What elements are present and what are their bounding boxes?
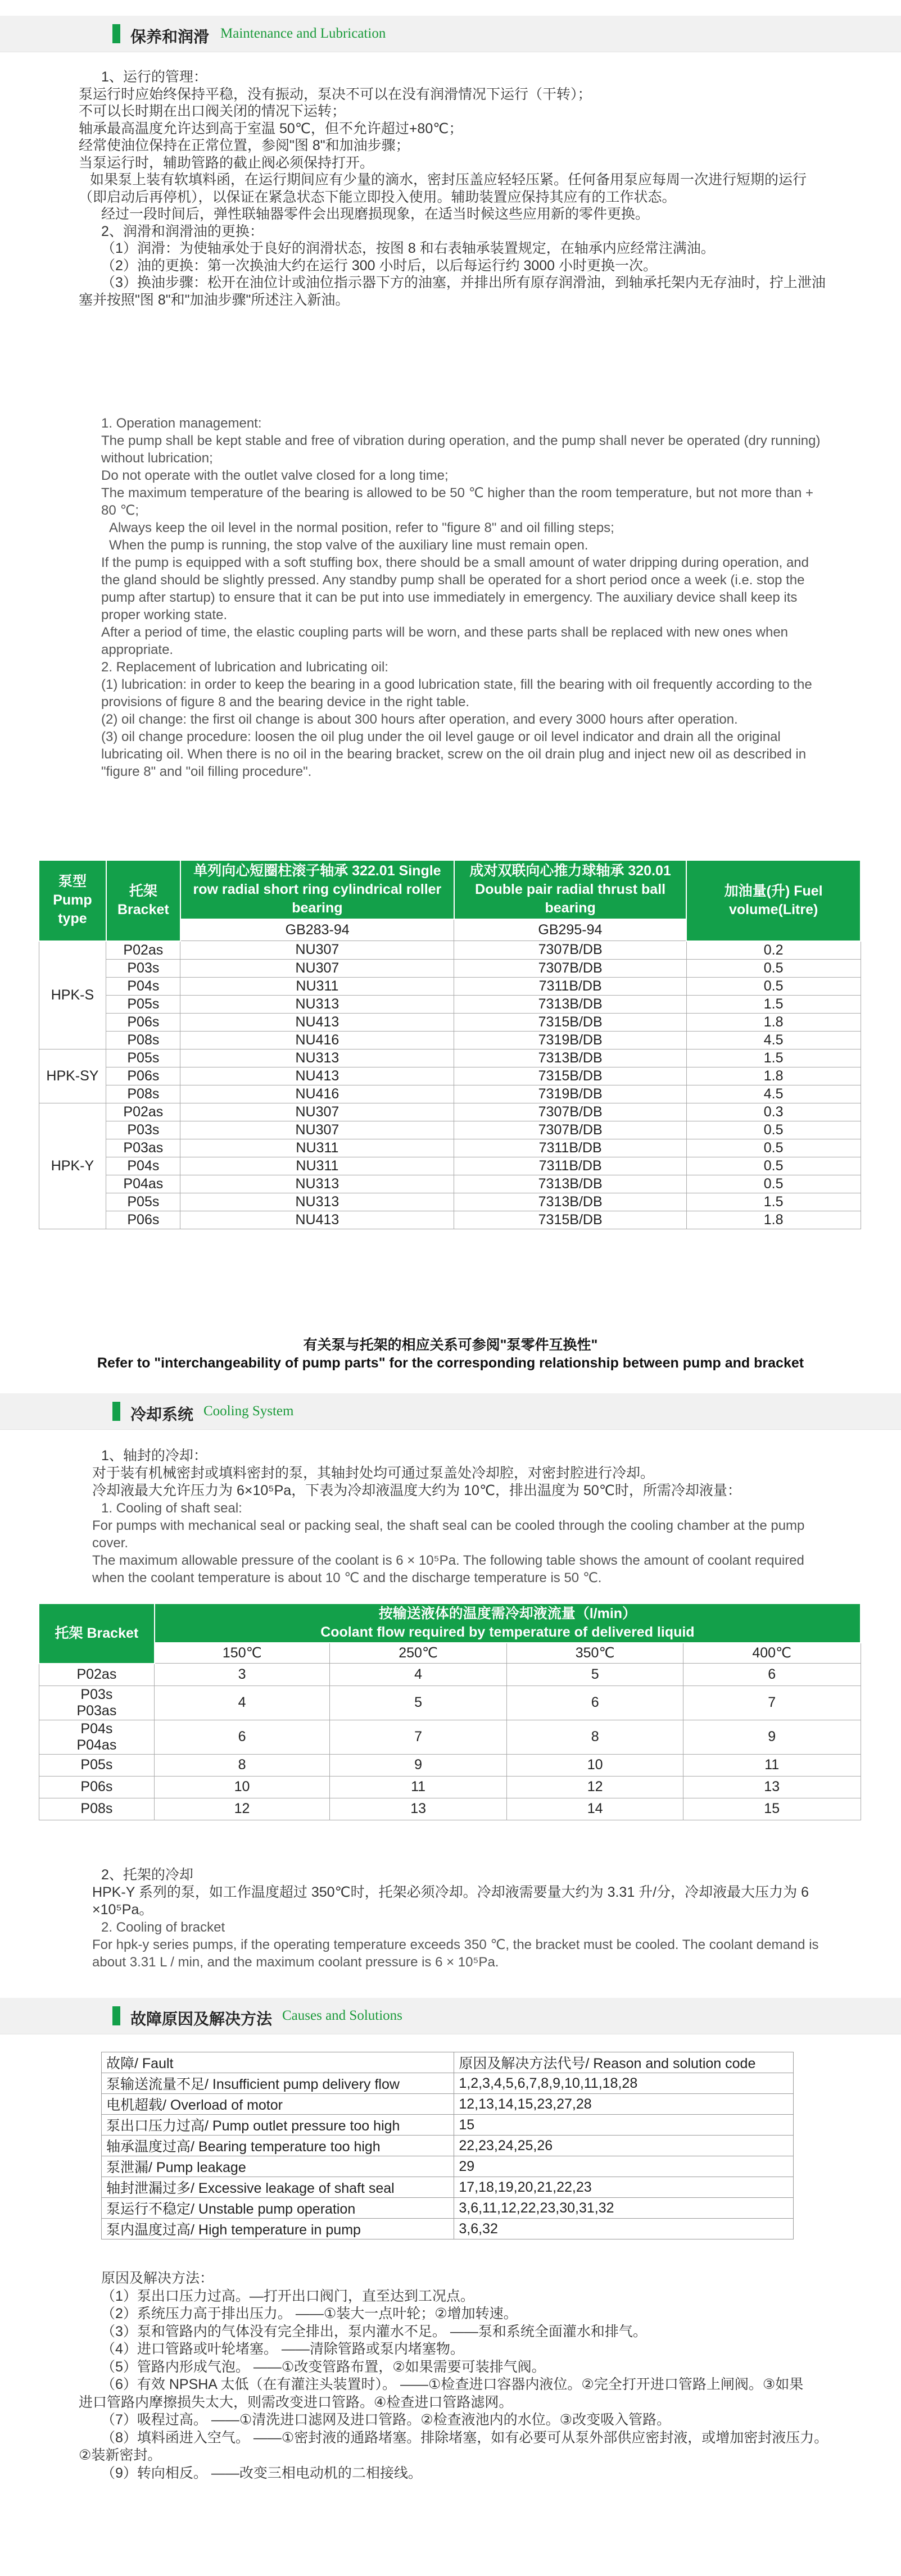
text-line: Do not operate with the outlet valve closed for a long time; [101, 468, 449, 483]
bracket-cell: P06s [106, 1013, 180, 1031]
oil-volume-cell: 0.5 [686, 959, 861, 977]
text-line: 1. Operation management: [101, 416, 262, 431]
section-header-cooling [0, 1393, 901, 1430]
col-header-roller: 单列向心短圈柱滚子轴承 322.01 Single row radial short ring cylindrical roller bearing [180, 860, 454, 919]
section-marker [112, 1402, 120, 1421]
code-cell: 17,18,19,20,21,22,23 [454, 2177, 794, 2198]
text-line: 经过一段时间后，弹性联轴器零件会出现磨损现象，在适当时候这些应用新的零件更换。 [101, 206, 650, 222]
fault-cell: 泵输送流量不足/ Insufficient pump delivery flow [102, 2073, 454, 2094]
table-row [39, 1685, 861, 1720]
section-title-cn: 故障原因及解决方法 [130, 2010, 273, 2028]
flow-value-cell: 9 [329, 1754, 507, 1776]
text-line: The maximum allowable pressure of the coolant is 6 × 10⁵Pa. The following table shows the amount of coolant required when the coolant temperature is about 10 ℃ and the discharge temperature is 50 ℃. [92, 1553, 804, 1585]
ball-bearing-cell: 7311B/DB [454, 977, 686, 995]
code-cell: 3,6,11,12,22,23,30,31,32 [454, 2198, 794, 2219]
maintenance-en-text [79, 415, 826, 780]
flow-value-cell: 8 [507, 1720, 683, 1754]
code-cell: 12,13,14,15,23,27,28 [454, 2094, 794, 2115]
section-title-cn: 冷却系统 [130, 1406, 194, 1423]
text-line: 对于装有机械密封或填料密封的泵，其轴封处均可通过泵盖处冷却腔，对密封腔进行冷却。 [92, 1465, 655, 1481]
bracket-cell: P06s [106, 1211, 180, 1229]
ball-bearing-cell: 7311B/DB [454, 1139, 686, 1157]
flow-value-cell: 4 [329, 1664, 507, 1686]
fault-col-header: 故障/ Fault [102, 2052, 454, 2073]
roller-bearing-cell: NU416 [180, 1031, 454, 1049]
table-row [102, 2198, 794, 2219]
text-line: 轴承最高温度允许达到高于室温 50℃，但不允许超过+80℃； [79, 120, 463, 137]
table-header-row [102, 2052, 794, 2073]
bracket-cell [39, 1664, 155, 1686]
col-header-pump-type: 泵型 Pump type [39, 860, 106, 941]
bracket-cell: P03as [106, 1139, 180, 1157]
oil-volume-cell: 1.8 [686, 1013, 861, 1031]
text-line: （3）换油步骤：松开在油位计或油位指示器下方的油塞，并排出所有原存润滑油，到轴承托架内无存油时，拧上泄油 [101, 275, 826, 290]
text-line: （3）泵和管路内的气体没有完全排出，泵内灌水不足。 ——泵和系统全面灌水和排气。 [101, 2323, 647, 2339]
text-line: （7）吸程过高。 ——①清洗进口滤网及进口管路。②检查液池内的水位。③改变吸入管路。 [101, 2412, 671, 2428]
table-row [39, 977, 861, 995]
oil-volume-cell: 1.8 [686, 1067, 861, 1085]
oil-volume-cell: 0.3 [686, 1103, 861, 1121]
bracket-label: P02as [76, 1666, 117, 1682]
text-line: ×10⁵Pa。 [92, 1902, 153, 1918]
flow-value-cell: 6 [507, 1685, 683, 1720]
flow-value-cell: 8 [155, 1754, 330, 1776]
oil-volume-cell: 1.5 [686, 1193, 861, 1211]
flow-value-cell: 6 [155, 1720, 330, 1754]
text-line: （8）填料函进入空气。 ——①密封液的通路堵塞。排除堵塞，如有必要可从泵外部供应密封液，或增加密封液压力。 [101, 2429, 828, 2446]
roller-bearing-cell: NU307 [180, 959, 454, 977]
ball-bearing-cell: 7315B/DB [454, 1067, 686, 1085]
flow-value-cell: 9 [683, 1720, 861, 1754]
table-row [39, 1139, 861, 1157]
text-line: Always keep the oil level in the normal position, refer to "figure 8" and oil filling steps; [109, 520, 614, 535]
bracket-label: P08s [80, 1801, 113, 1816]
temperature-header: 400℃ [683, 1643, 861, 1664]
text-line: (1) lubrication: in order to keep the bearing in a good lubrication state, fill the bearing with oil frequently according to the provisions of figure 8 and the bearing device in the right table. [101, 677, 812, 710]
fault-cell: 泵泄漏/ Pump leakage [102, 2156, 454, 2177]
ball-bearing-cell: 7307B/DB [454, 1121, 686, 1139]
ball-bearing-cell: 7313B/DB [454, 1193, 686, 1211]
flow-value-cell: 11 [683, 1754, 861, 1776]
oil-volume-cell: 1.5 [686, 1049, 861, 1067]
text-line: If the pump is equipped with a soft stuffing box, there should be a small amount of water dripping during operation, and the gland should be slightly pressed. Any standby pump shall be operated for a short period once a week (i.e. stop the pump after startup) to ensure that it can be put into use immediately in emergency. The auxiliary device shall keep its proper working state. [101, 555, 809, 623]
bracket-label: P05s [80, 1757, 113, 1773]
text-line: 塞并按照"图 8"和"加油步骤"所述注入新油。 [79, 292, 350, 308]
table-row [39, 1193, 861, 1211]
table-row [102, 2177, 794, 2198]
flow-value-cell: 10 [507, 1754, 683, 1776]
roller-bearing-cell: NU416 [180, 1085, 454, 1103]
text-line: For hpk-y series pumps, if the operating temperature exceeds 350 ℃, the bracket must be cooled. The coolant demand is about 3.31 L / min, and the maximum coolant pressure is 6 × 10⁵Pa. [92, 1937, 819, 1970]
table-row [39, 1067, 861, 1085]
temperature-header: 250℃ [329, 1643, 507, 1664]
table-row [39, 1031, 861, 1049]
flow-value-cell: 11 [329, 1776, 507, 1798]
bracket-cell: P02as [106, 1103, 180, 1121]
roller-bearing-cell: NU311 [180, 1139, 454, 1157]
flow-value-cell: 15 [683, 1798, 861, 1820]
text-line: After a period of time, the elastic coupling parts will be worn, and these parts shall be replaced with new ones when appropriate. [101, 625, 789, 657]
flow-head-en: Coolant flow required by temperature of delivered liquid [320, 1624, 695, 1640]
ball-bearing-cell: 7319B/DB [454, 1031, 686, 1049]
oil-volume-cell: 4.5 [686, 1031, 861, 1049]
oil-volume-cell: 0.5 [686, 977, 861, 995]
fault-cell: 泵内温度过高/ High temperature in pump [102, 2219, 454, 2239]
table-row [39, 1121, 861, 1139]
ball-bearing-cell: 7313B/DB [454, 1049, 686, 1067]
text-line: （2）油的更换：第一次换油大约在运行 300 小时后，以后每运行约 3000 小时更换一次。 [101, 257, 658, 274]
bearing-table-body [39, 941, 861, 1229]
text-line: （2）系统压力高于排出压力。 ——①装大一点叶轮；②增加转速。 [101, 2306, 518, 2321]
coolant-table-body [39, 1664, 861, 1820]
flow-head-cn: 按输送液体的温度需冷却液流量（l/min） [378, 1606, 637, 1621]
coolant-table [38, 1603, 861, 1820]
text-line: 经常使油位保持在正常位置，参阅"图 8"和加油步骤； [79, 138, 410, 153]
fault-col-header: 原因及解决方法代号/ Reason and solution code [454, 2052, 794, 2073]
roller-bearing-cell: NU413 [180, 1211, 454, 1229]
table-row [102, 2219, 794, 2239]
flow-value-cell: 13 [683, 1776, 861, 1798]
oil-volume-cell: 0.5 [686, 1175, 861, 1193]
col-header-oil: 加油量(升) Fuel volume(Litre) [686, 860, 861, 941]
table-row [39, 1664, 861, 1686]
bracket-cell: P05s [106, 1193, 180, 1211]
code-cell: 3,6,32 [454, 2219, 794, 2239]
text-line: 2、润滑和润滑油的更换： [101, 223, 264, 239]
fault-cell: 轴承温度过高/ Bearing temperature too high [102, 2136, 454, 2156]
text-line: The pump shall be kept stable and free of vibration during operation, and the pump shall never be operated (dry running) without lubrication; [101, 433, 821, 466]
bracket-label: P03as [76, 1702, 117, 1719]
text-line: （6）有效 NPSHA 太低（在有灌注头装置时）。 ——①检查进口容器内液位。②完全打开进口管路上闸阀。③如果 [101, 2377, 804, 2392]
roller-bearing-cell: NU311 [180, 977, 454, 995]
text-line: 如果泵上装有软填料函，在运行期间应有少量的滴水，密封压盖应轻轻压紧。任何备用泵应每周一次进行短期的运行 [90, 172, 807, 188]
text-line: 1. Cooling of shaft seal: [101, 1501, 242, 1516]
roller-bearing-cell: NU311 [180, 1157, 454, 1175]
table-row [39, 959, 861, 977]
flow-value-cell: 6 [683, 1664, 861, 1686]
flow-value-cell: 13 [329, 1798, 507, 1820]
maintenance-cn-text [79, 69, 826, 308]
roller-bearing-cell: NU413 [180, 1067, 454, 1085]
fault-cell: 轴封泄漏过多/ Excessive leakage of shaft seal [102, 2177, 454, 2198]
table-row [39, 1754, 861, 1776]
text-line: The maximum temperature of the bearing is allowed to be 50 ℃ higher than the room temperature, but not more than + 80 ℃; [101, 485, 813, 518]
table-row [39, 1175, 861, 1193]
ball-bearing-cell: 7315B/DB [454, 1013, 686, 1031]
text-line: 当泵运行时，辅助管路的截止阀必须保持打开。 [79, 155, 374, 171]
flow-value-cell: 10 [155, 1776, 330, 1798]
text-line: 冷却液最大允许压力为 6×10⁵Pa，下表为冷却液温度大约为 10℃，排出温度为 50℃时，所需冷却液量： [92, 1483, 741, 1498]
roller-bearing-cell: NU313 [180, 1193, 454, 1211]
section-marker [112, 24, 120, 43]
table-row [39, 1798, 861, 1820]
section-marker [112, 2006, 120, 2025]
bracket-cell: P03s [106, 959, 180, 977]
flow-value-cell: 7 [329, 1720, 507, 1754]
table-row [102, 2156, 794, 2177]
bracket-cell: P06s [106, 1067, 180, 1085]
solution-text [79, 2270, 826, 2482]
text-line: （1）润滑：为使轴承处于良好的润滑状态，按图 8 和右表轴承装置规定，在轴承内应经常注满油。 [101, 240, 715, 256]
bracket-cell [39, 1754, 155, 1776]
fault-cell: 泵运行不稳定/ Unstable pump operation [102, 2198, 454, 2219]
code-cell: 15 [454, 2115, 794, 2136]
text-line: 进口管路内摩擦损失太大，则需改变进口管路。④检查进口管路滤网。 [79, 2394, 513, 2410]
roller-bearing-cell: NU313 [180, 1175, 454, 1193]
table-row [102, 2094, 794, 2115]
roller-standard: GB283-94 [180, 919, 454, 941]
bracket-cell [39, 1776, 155, 1798]
text-line: (3) oil change procedure: loosen the oil plug under the oil level gauge or oil level indicator and drain all the original lubricating oil. When there is no oil in the bearing bracket, screw on the oil drain plug and inject new oil as described in "figure 8" and "oil filling procedure". [101, 729, 807, 779]
text-line: 2. Replacement of lubrication and lubricating oil: [101, 660, 388, 675]
oil-volume-cell: 0.5 [686, 1139, 861, 1157]
oil-volume-cell: 0.5 [686, 1157, 861, 1175]
roller-bearing-cell: NU413 [180, 1013, 454, 1031]
flow-value-cell: 5 [507, 1664, 683, 1686]
bracket-cell: P04s [106, 1157, 180, 1175]
table-row [102, 2073, 794, 2094]
cooling-text-a [79, 1447, 826, 1587]
bracket-label: P03s [80, 1686, 113, 1702]
temperature-header: 150℃ [155, 1643, 330, 1664]
flow-value-cell: 12 [155, 1798, 330, 1820]
bearing-table [38, 860, 861, 1229]
bracket-cell: P05s [106, 1049, 180, 1067]
ball-bearing-cell: 7307B/DB [454, 941, 686, 960]
fault-table [101, 2052, 794, 2239]
table-row [39, 1085, 861, 1103]
table-row [39, 1720, 861, 1754]
text-line: 2. Cooling of bracket [101, 1920, 225, 1935]
code-cell: 1,2,3,4,5,6,7,8,9,10,11,18,28 [454, 2073, 794, 2094]
bracket-label: P06s [80, 1779, 113, 1794]
oil-volume-cell: 0.2 [686, 941, 861, 960]
flow-value-cell: 3 [155, 1664, 330, 1686]
fault-table-body [102, 2052, 794, 2239]
table-row [102, 2115, 794, 2136]
table-row [39, 1013, 861, 1031]
text-line: ②装新密封。 [79, 2447, 162, 2463]
table-row [39, 1157, 861, 1175]
table-row [39, 1103, 861, 1121]
flow-value-cell: 4 [155, 1685, 330, 1720]
text-line: 1、运行的管理： [101, 69, 207, 85]
table-row [102, 2136, 794, 2156]
bracket-cell: P08s [106, 1085, 180, 1103]
bearing-note-en: Refer to "interchangeability of pump parts" for the corresponding relationship between pump and bracket [97, 1355, 804, 1371]
text-line: （1）泵出口压力过高。—打开出口阀门，直至达到工况点。 [101, 2288, 474, 2304]
table-row [39, 1211, 861, 1229]
col-header-ball: 成对双联向心推力球轴承 320.01 Double pair radial thrust ball bearing [454, 860, 686, 919]
fault-cell: 泵出口压力过高/ Pump outlet pressure too high [102, 2115, 454, 2136]
code-cell: 22,23,24,25,26 [454, 2136, 794, 2156]
text-line: （4）进口管路或叶轮堵塞。 ——清除管路或泵内堵塞物。 [101, 2341, 464, 2357]
ball-bearing-cell: 7313B/DB [454, 1175, 686, 1193]
flow-value-cell: 5 [329, 1685, 507, 1720]
table-row [39, 1049, 861, 1067]
text-line: 不可以长时期在出口阀关闭的情况下运转； [79, 103, 346, 119]
table-row [39, 1776, 861, 1798]
bracket-cell: P04as [106, 1175, 180, 1193]
fault-cell: 电机超载/ Overload of motor [102, 2094, 454, 2115]
bracket-cell: P08s [106, 1031, 180, 1049]
roller-bearing-cell: NU307 [180, 941, 454, 960]
roller-bearing-cell: NU313 [180, 995, 454, 1013]
roller-bearing-cell: NU307 [180, 1121, 454, 1139]
col-header-bracket: 托架 Bracket [106, 860, 180, 941]
section-title-en: Maintenance and Lubrication [220, 26, 386, 41]
bracket-cell: P05s [106, 995, 180, 1013]
text-line: 1、轴封的冷却： [101, 1448, 207, 1464]
pump-type-cell: HPK-Y [39, 1103, 106, 1229]
section-header-maintenance [0, 16, 901, 52]
flow-value-cell: 14 [507, 1798, 683, 1820]
text-line: For pumps with mechanical seal or packing seal, the shaft seal can be cooled through the cooling chamber at the pump cover. [92, 1518, 805, 1551]
text-line: HPK-Y 系列的泵，如工作温度超过 350℃时，托架必须冷却。冷却液需要量大约为 3.31 升/分，冷却液最大压力为 6 [92, 1884, 809, 1900]
roller-bearing-cell: NU307 [180, 1103, 454, 1121]
bracket-label: P04as [76, 1737, 117, 1753]
cooling-text-b [79, 1866, 826, 1971]
bearing-note-cn: 有关泵与托架的相应关系可参阅"泵零件互换性" [303, 1337, 598, 1353]
pump-type-cell: HPK-S [39, 941, 106, 1050]
code-cell: 29 [454, 2156, 794, 2177]
text-line: 2、托架的冷却 [101, 1867, 193, 1883]
section-title-en: Causes and Solutions [282, 2008, 402, 2023]
bracket-cell: P04s [106, 977, 180, 995]
text-line: 泵运行时应始终保持平稳，没有振动，泵决不可以在没有润滑情况下运行（干转）； [79, 86, 592, 102]
bracket-cell [39, 1798, 155, 1820]
ball-bearing-cell: 7311B/DB [454, 1157, 686, 1175]
bracket-label: P04s [80, 1720, 113, 1737]
oil-volume-cell: 0.5 [686, 1121, 861, 1139]
ball-bearing-cell: 7307B/DB [454, 1103, 686, 1121]
ball-bearing-cell: 7307B/DB [454, 959, 686, 977]
text-line: 原因及解决方法： [101, 2270, 214, 2286]
text-line: When the pump is running, the stop valve of the auxiliary line must remain open. [109, 538, 588, 553]
text-line: （9）转向相反。 ——改变三相电动机的二相接线。 [101, 2465, 422, 2481]
pump-type-cell: HPK-SY [39, 1049, 106, 1103]
text-line: （即启动后再停机），以保证在紧急状态下能立即投入使用。辅助装置应保持其应有的工作状态。 [79, 189, 676, 205]
ball-bearing-cell: 7319B/DB [454, 1085, 686, 1103]
ball-standard: GB295-94 [454, 919, 686, 941]
table-row [39, 941, 861, 960]
text-line: (2) oil change: the first oil change is about 300 hours after operation, and every 3000 hours after operation. [101, 712, 738, 727]
oil-volume-cell: 1.8 [686, 1211, 861, 1229]
bracket-cell: P02as [106, 941, 180, 960]
ball-bearing-cell: 7315B/DB [454, 1211, 686, 1229]
oil-volume-cell: 1.5 [686, 995, 861, 1013]
section-title-cn: 保养和润滑 [130, 28, 210, 46]
oil-volume-cell: 4.5 [686, 1085, 861, 1103]
section-header-faults [0, 1998, 901, 2034]
flow-value-cell: 12 [507, 1776, 683, 1798]
temperature-header: 350℃ [507, 1643, 683, 1664]
col-header-flow [155, 1603, 861, 1643]
bracket-cell: P03s [106, 1121, 180, 1139]
text-line: （5）管路内形成气泡。 ——①改变管路布置，②如果需要可装排气阀。 [101, 2359, 546, 2375]
section-title-en: Cooling System [203, 1403, 294, 1419]
table-row [39, 995, 861, 1013]
col-header-bracket: 托架 Bracket [39, 1603, 155, 1664]
bracket-cell [39, 1685, 155, 1720]
roller-bearing-cell: NU313 [180, 1049, 454, 1067]
bracket-cell [39, 1720, 155, 1754]
ball-bearing-cell: 7313B/DB [454, 995, 686, 1013]
temperature-row [39, 1643, 861, 1664]
flow-value-cell: 7 [683, 1685, 861, 1720]
